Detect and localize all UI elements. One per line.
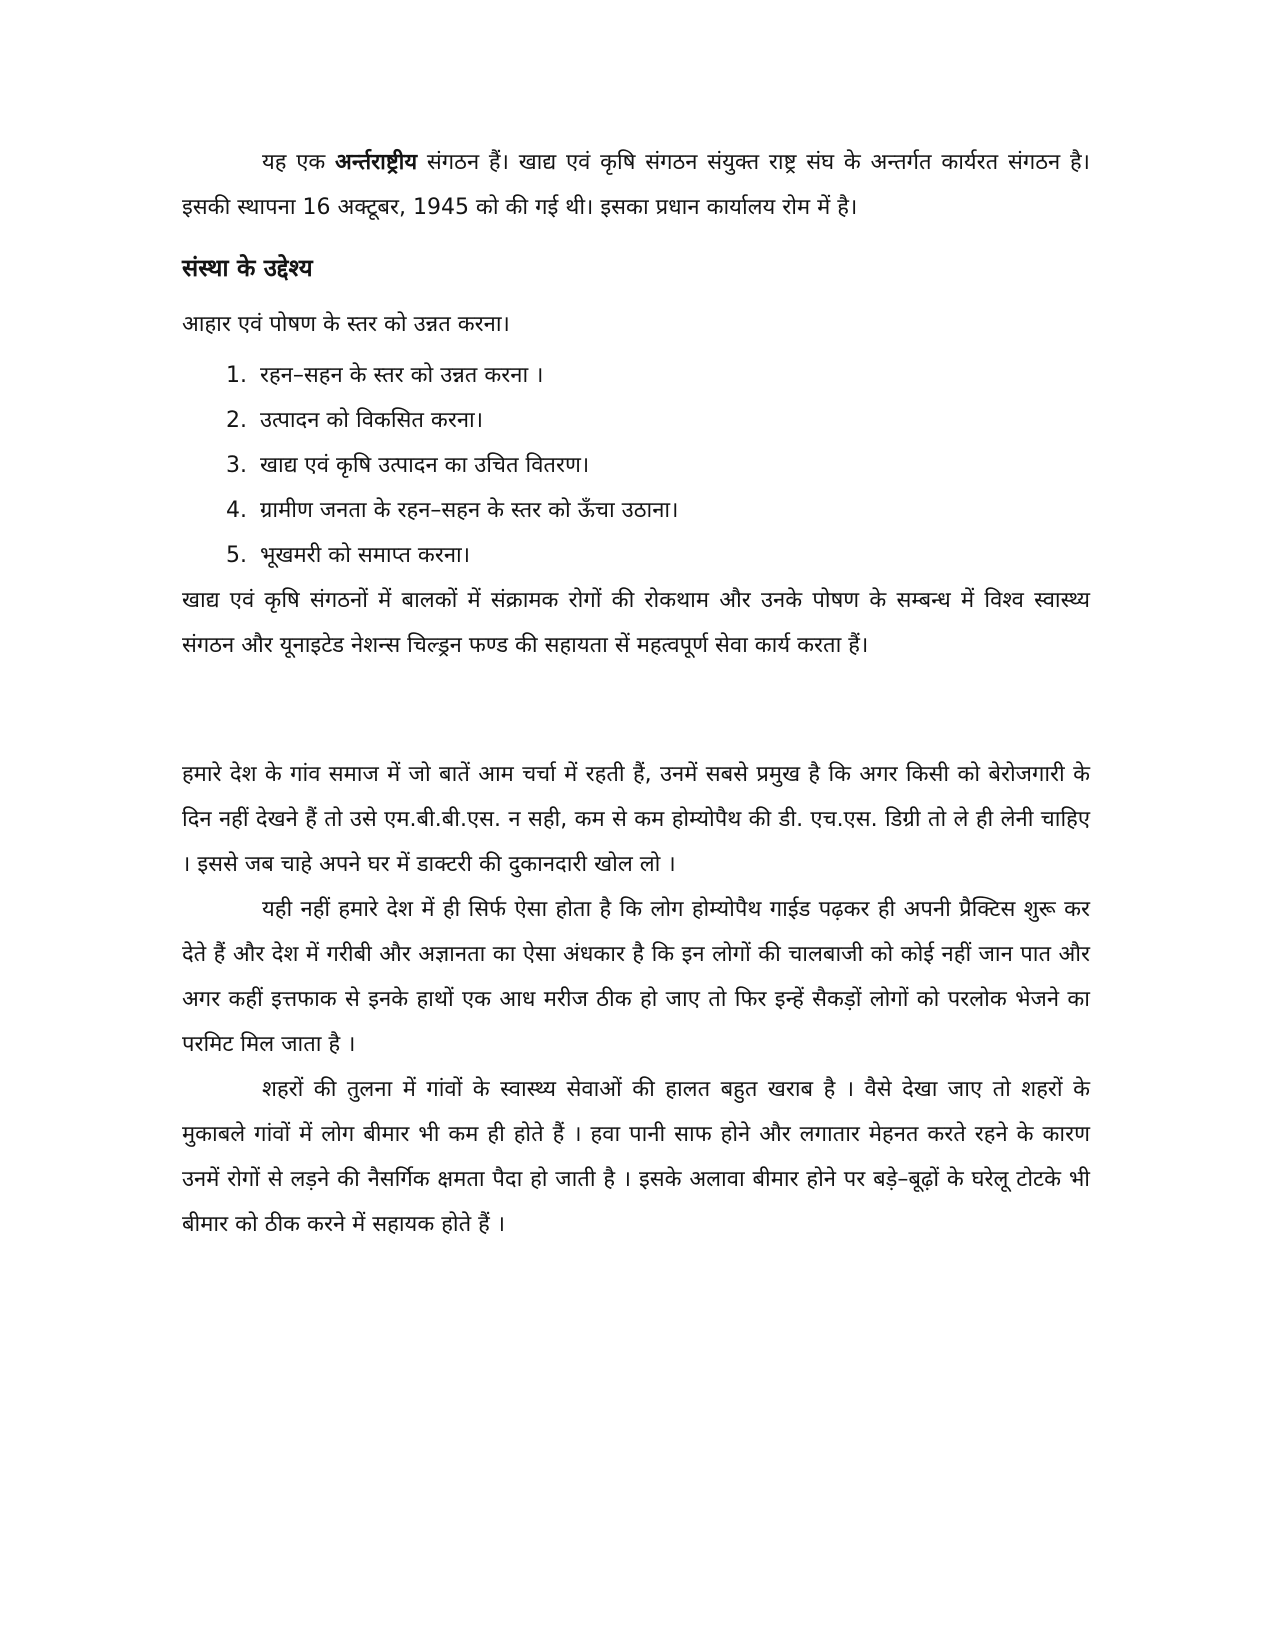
intro-text-start: यह एक xyxy=(262,150,336,175)
list-item xyxy=(182,488,1090,533)
list-number: 3. xyxy=(226,453,247,478)
spacer xyxy=(182,668,1090,752)
list-number: 1. xyxy=(226,363,247,388)
list-text: खाद्य एवं कृषि उत्पादन का उचित वितरण। xyxy=(260,453,590,478)
list-number: 4. xyxy=(226,498,247,523)
list-text: भूखमरी को समाप्त करना। xyxy=(260,543,471,568)
section-heading: संस्था के उद्देश्य xyxy=(182,254,313,282)
list-item xyxy=(182,353,1090,398)
document-page xyxy=(182,140,1090,1247)
health-paragraph: शहरों की तुलना में गांवों के स्वास्थ्य सेवाओं की हालत बहुत खराब है । वैसे देखा जाए तो शहरों के मुकाबले गांवों में लोग बीमार भी कम ही होते हैं । हवा पानी साफ होने और लगातार मेहनत करते रहने के कारण उनमें रोगों से लड़ने की नैसर्गिक क्षमता पैदा हो जाती है । इसके अलावा बीमार होने पर बड़े–बूढ़ों के घरेलू टोटके भी बीमार को ठीक करने में सहायक होते हैं । xyxy=(182,1077,1090,1237)
list-item xyxy=(182,443,1090,488)
list-number: 5. xyxy=(226,543,247,568)
village-paragraph: हमारे देश के गांव समाज में जो बातें आम चर्चा में रहती हैं, उनमें सबसे प्रमुख है कि अगर किसी को बेरोजगारी के दिन नहीं देखने हैं तो उसे एम.बी.बी.एस. न सही, कम से कम होम्योपैथ की डी. एच.एस. डिग्री तो ले ही लेनी चाहिए । इससे जब चाहे अपने घर में डाक्टरी की दुकानदारी खोल लो । xyxy=(182,762,1090,877)
list-text: ग्रामीण जनता के रहन–सहन के स्तर को ऊँचा उठाना। xyxy=(260,498,679,523)
intro-bold-term: अर्न्तराष्ट्रीय xyxy=(335,150,418,175)
list-item xyxy=(182,398,1090,443)
list-text: उत्पादन को विकसित करना। xyxy=(260,408,484,433)
list-item xyxy=(182,533,1090,578)
intro-text-rest: संगठन हैं। खाद्य एवं कृषि संगठन संयुक्त राष्ट्र संघ के अन्तर्गत कार्यरत संगठन है। इसकी स्थापना 16 अक्टूबर, 1945 को की गई थी। इसका प्रधान कार्यालय रोम में है। xyxy=(182,150,1090,220)
list-text: रहन–सहन के स्तर को उन्नत करना । xyxy=(260,363,544,388)
service-paragraph: खाद्य एवं कृषि संगठनों में बालकों में संक्रामक रोगों की रोकथाम और उनके पोषण के सम्बन्ध में विश्व स्वास्थ्य संगठन और यूनाइटेड नेशन्स चिल्ड्रन फण्ड की सहायता सें महत्वपूर्ण सेवा कार्य करता हैं। xyxy=(182,588,1090,658)
homeopath-paragraph: यही नहीं हमारे देश में ही सिर्फ ऐसा होता है कि लोग होम्योपैथ गाईड पढ़कर ही अपनी प्रैक्टिस शुरू कर देते हैं और देश में गरीबी और अज्ञानता का ऐसा अंधकार है कि इन लोगों की चालबाजी को कोई नहीं जान पात और अगर कहीं इत्तफाक से इनके हाथों एक आध मरीज ठीक हो जाए तो फिर इन्हें सैकड़ों लोगों को परलोक भेजने का परमिट मिल जाता है । xyxy=(182,897,1090,1057)
intro-paragraph xyxy=(182,140,1090,230)
objective-line: आहार एवं पोषण के स्तर को उन्नत करना। xyxy=(182,312,510,337)
list-number: 2. xyxy=(226,408,247,433)
objectives-list xyxy=(182,353,1090,578)
